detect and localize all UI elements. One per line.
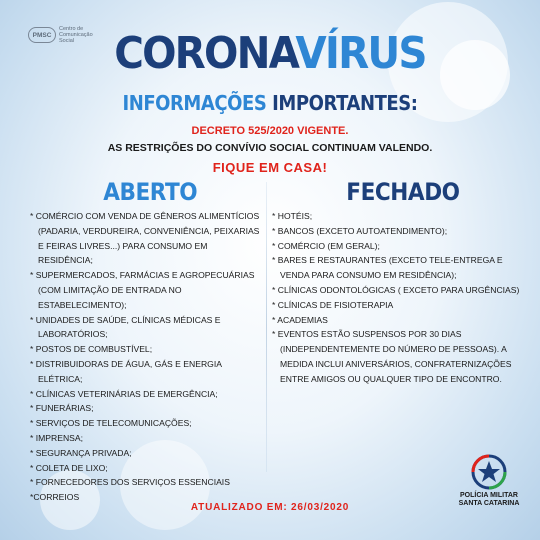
stay-home-notice: FIQUE EM CASA!: [212, 160, 328, 175]
subtitle-part-importantes: IMPORTANTES:: [272, 91, 418, 115]
list-item: * COMÉRCIO (EM GERAL);: [272, 240, 380, 251]
list-item: * HOTÉIS;: [272, 211, 313, 221]
list-item: * ACADEMIAS: [272, 314, 328, 325]
list-item: * COLETA DE LIXO;: [30, 462, 108, 473]
list-item: * CLÍNICAS DE FISIOTERAPIA: [272, 299, 394, 310]
list-item: * FUNERÁRIAS;: [30, 403, 94, 414]
list-item: * CLÍNICAS ODONTOLÓGICAS ( EXCETO PARA URGÊNCIAS): [272, 284, 520, 295]
list-item: * POSTOS DE COMBUSTÍVEL;: [30, 344, 153, 355]
policia-militar-logo: [444, 453, 534, 508]
logo-line: POLÍCIA MILITAR: [460, 492, 518, 499]
closed-list: [272, 209, 522, 387]
restrictions-notice: AS RESTRIÇÕES DO CONVÍVIO SOCIAL CONTINUAM VALENDO.: [107, 142, 433, 154]
logo-name: [444, 492, 534, 508]
open-list: [30, 209, 262, 505]
list-item: * IMPRENSA;: [30, 432, 84, 443]
list-item: * FORNECEDORES DOS SERVIÇOS ESSENCIAIS: [30, 477, 230, 488]
list-item: * SUPERMERCADOS, FARMÁCIAS E AGROPECUÁRIAS (COM LIMITAÇÃO DE ENTRADA NO ESTABELECIMENTO);: [30, 270, 255, 310]
list-item: *CORREIOS: [30, 492, 80, 503]
list-item: * UNIDADES DE SAÚDE, CLÍNICAS MÉDICAS E LABORATÓRIOS;: [30, 314, 221, 340]
page-subtitle: [27, 91, 513, 115]
list-item: * BANCOS (EXCETO AUTOATENDIMENTO);: [272, 225, 448, 236]
list-item: * BARES E RESTAURANTES (EXCETO TELE-ENTREGA E VENDA PARA CONSUMO EM RESIDÊNCIA);: [272, 255, 503, 281]
page-title: [22, 28, 519, 79]
column-divider: [266, 182, 267, 472]
decree-notice: DECRETO 525/2020 VIGENTE.: [191, 125, 349, 137]
subtitle-part-informacoes: INFORMAÇÕES: [122, 91, 267, 115]
open-heading: ABERTO: [103, 178, 198, 206]
title-part-virus: VÍRUS: [295, 28, 426, 79]
updated-date: ATUALIZADO EM: 26/03/2020: [190, 502, 350, 513]
pmsc-subtitle-line: Comunicação: [59, 32, 93, 38]
list-item: * DISTRIBUIDORAS DE ÁGUA, GÁS E ENERGIA ELÉTRICA;: [30, 358, 222, 384]
title-part-corona: CORONA: [114, 28, 296, 79]
list-item: * SEGURANÇA PRIVADA;: [30, 447, 132, 458]
list-item: * EVENTOS ESTÃO SUSPENSOS POR 30 DIAS (INDEPENDENTEMENTE DO NÚMERO DE PESSOAS). A MEDIDA INCLUI ANIVERSÁRIOS, CONFRATERNIZAÇÕES ENTRE AMIGOS OU QUALQUER TIPO DE ENCONTRO.: [272, 329, 512, 384]
closed-heading: FECHADO: [346, 178, 460, 206]
list-item: * COMÉRCIO COM VENDA DE GÊNEROS ALIMENTÍCIOS (PADARIA, VERDUREIRA, CONVENIÊNCIA, PEIXARIAS E FEIRAS LIVRES...) PARA CONSUMO EM RESIDÊNCIA;: [30, 211, 260, 266]
pmsc-subtitle-line: Social: [59, 38, 74, 44]
star-emblem-icon: [467, 453, 511, 491]
pmsc-badge: PMSC: [28, 27, 56, 43]
pmsc-subtitle-line: Centro de: [59, 26, 84, 32]
list-item: * CLÍNICAS VETERINÁRIAS DE EMERGÊNCIA;: [30, 388, 218, 399]
logo-line: SANTA CATARINA: [458, 500, 520, 507]
list-item: * SERVIÇOS DE TELECOMUNICAÇÕES;: [30, 418, 192, 429]
